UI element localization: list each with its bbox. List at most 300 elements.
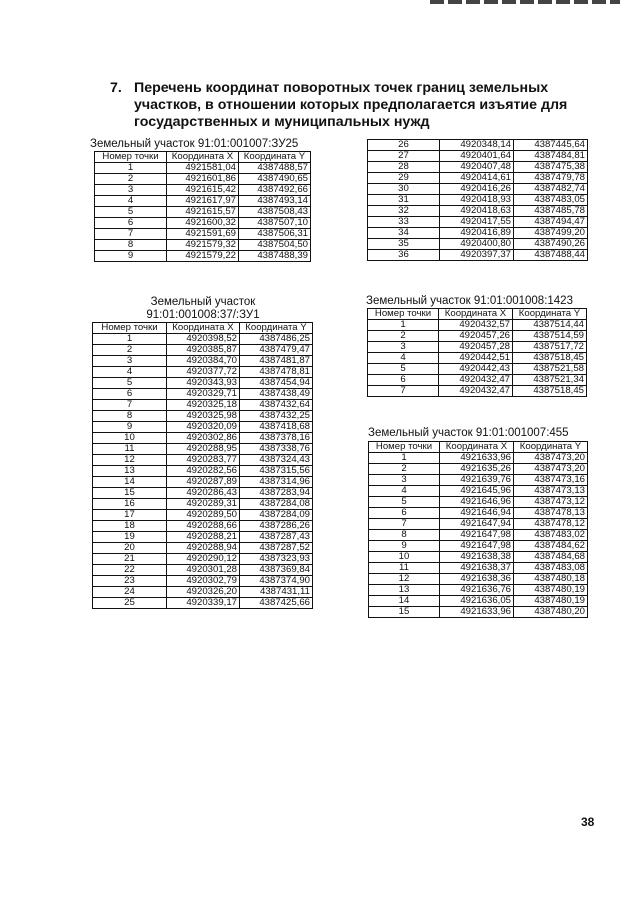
table-row (95, 229, 311, 240)
cell-point-number: 6 (369, 508, 440, 519)
cell-coord-y: 4387518,45 (513, 386, 587, 397)
cell-point-number: 12 (93, 455, 167, 466)
cell-coord-x: 4920457,28 (439, 342, 513, 353)
table-row (368, 239, 588, 250)
cell-coord-x: 4920432,47 (439, 386, 513, 397)
cell-coord-y: 4387479,47 (240, 345, 313, 356)
cell-coord-x: 4921581,04 (167, 163, 239, 174)
cell-coord-y: 4387479,78 (514, 173, 588, 184)
table-row (93, 356, 313, 367)
header-point-number: Номер точки (368, 309, 439, 320)
cell-point-number: 7 (95, 229, 167, 240)
cell-coord-x: 4921636,76 (440, 585, 514, 596)
cell-coord-y: 4387508,43 (239, 207, 311, 218)
cell-coord-x: 4921638,37 (440, 563, 514, 574)
cell-coord-x: 4920343,93 (167, 378, 240, 389)
cell-point-number: 28 (368, 162, 440, 173)
cell-point-number: 1 (95, 163, 167, 174)
table-row (368, 364, 587, 375)
table-row (369, 519, 588, 530)
table-row (368, 173, 588, 184)
table-row (368, 375, 587, 386)
cell-coord-y: 4387432,64 (240, 400, 313, 411)
cell-coord-x: 4920283,77 (167, 455, 240, 466)
section-number: 7. (110, 80, 122, 96)
cell-coord-x: 4920286,43 (167, 488, 240, 499)
header-coord-y: Координата Y (513, 309, 587, 320)
table-row (93, 411, 313, 422)
cell-point-number: 2 (369, 464, 440, 475)
cell-point-number: 33 (368, 217, 440, 228)
table-row (368, 217, 588, 228)
cell-coord-x: 4921633,96 (440, 453, 514, 464)
table-row (95, 174, 311, 185)
cell-coord-y: 4387418,68 (240, 422, 313, 433)
cell-coord-y: 4387493,14 (239, 196, 311, 207)
table-row (93, 367, 313, 378)
cell-coord-x: 4920302,79 (167, 576, 240, 587)
cell-point-number: 20 (93, 543, 167, 554)
cell-coord-y: 4387478,12 (514, 519, 588, 530)
cell-coord-x: 4920288,21 (167, 532, 240, 543)
cell-point-number: 5 (368, 364, 439, 375)
cell-coord-x: 4921639,76 (440, 475, 514, 486)
cell-point-number: 13 (93, 466, 167, 477)
cell-point-number: 14 (369, 596, 440, 607)
cell-coord-y: 4387484,81 (514, 151, 588, 162)
cell-coord-x: 4920301,28 (167, 565, 240, 576)
cell-coord-x: 4920289,50 (167, 510, 240, 521)
cell-coord-x: 4920287,89 (167, 477, 240, 488)
table-row (93, 433, 313, 444)
cell-point-number: 34 (368, 228, 440, 239)
cell-point-number: 10 (93, 433, 167, 444)
cell-coord-x: 4921579,32 (167, 240, 239, 251)
table-row (369, 508, 588, 519)
parcel-b-continuation-table (367, 139, 588, 261)
table-row (369, 563, 588, 574)
cell-coord-x: 4921646,94 (440, 508, 514, 519)
table-row (93, 444, 313, 455)
cell-coord-x: 4920432,57 (439, 320, 513, 331)
cell-coord-y: 4387484,62 (514, 541, 588, 552)
page-number: 38 (581, 815, 595, 829)
cell-point-number: 14 (93, 477, 167, 488)
cell-coord-y: 4387490,26 (514, 239, 588, 250)
table-row (368, 140, 588, 151)
cell-coord-y: 4387482,74 (514, 184, 588, 195)
cell-coord-x: 4921647,98 (440, 541, 514, 552)
cell-point-number: 29 (368, 173, 440, 184)
cell-point-number: 10 (369, 552, 440, 563)
cell-coord-x: 4920416,26 (440, 184, 514, 195)
cell-coord-x: 4920288,94 (167, 543, 240, 554)
table-row (369, 464, 588, 475)
cell-coord-y: 4387483,08 (514, 563, 588, 574)
table-row (93, 576, 313, 587)
table-row (93, 389, 313, 400)
cell-point-number: 17 (93, 510, 167, 521)
cell-coord-y: 4387485,78 (514, 206, 588, 217)
table-row (95, 207, 311, 218)
cell-coord-x: 4920325,98 (167, 411, 240, 422)
cell-point-number: 2 (95, 174, 167, 185)
cell-coord-y: 4387506,31 (239, 229, 311, 240)
table-row (369, 552, 588, 563)
cell-coord-x: 4920348,14 (440, 140, 514, 151)
cell-coord-x: 4921633,96 (440, 607, 514, 618)
cell-point-number: 27 (368, 151, 440, 162)
cell-coord-x: 4920397,37 (440, 250, 514, 261)
cell-coord-y: 4387283,94 (240, 488, 313, 499)
cell-coord-y: 4387490,65 (239, 174, 311, 185)
table-row (93, 565, 313, 576)
table-row (93, 455, 313, 466)
cell-coord-y: 4387284,09 (240, 510, 313, 521)
cell-coord-y: 4387483,02 (514, 530, 588, 541)
cell-coord-x: 4920384,70 (167, 356, 240, 367)
table-row (369, 596, 588, 607)
cell-point-number: 7 (369, 519, 440, 530)
cell-coord-y: 4387369,84 (240, 565, 313, 576)
cell-coord-y: 4387478,13 (514, 508, 588, 519)
cell-coord-y: 4387483,05 (514, 195, 588, 206)
cell-point-number: 15 (369, 607, 440, 618)
cell-point-number: 15 (93, 488, 167, 499)
table-row (368, 206, 588, 217)
scan-top-line (430, 0, 620, 4)
cell-coord-x: 4921579,22 (167, 251, 239, 262)
parcel-c-caption: Земельный участок 91:01:001008:1423 (366, 295, 573, 307)
cell-coord-x: 4921645,96 (440, 486, 514, 497)
table-row (93, 477, 313, 488)
table-row (93, 554, 313, 565)
cell-coord-y: 4387473,16 (514, 475, 588, 486)
cell-point-number: 4 (368, 353, 439, 364)
cell-coord-y: 4387324,43 (240, 455, 313, 466)
cell-coord-x: 4920339,17 (167, 598, 240, 609)
cell-coord-y: 4387378,16 (240, 433, 313, 444)
cell-point-number: 3 (368, 342, 439, 353)
table-row (95, 163, 311, 174)
parcel-d-table (368, 441, 588, 618)
parcel-d-caption: Земельный участок 91:01:001007:455 (368, 427, 569, 439)
cell-point-number: 36 (368, 250, 440, 261)
cell-point-number: 18 (93, 521, 167, 532)
cell-coord-y: 4387475,38 (514, 162, 588, 173)
table-row (93, 598, 313, 609)
cell-point-number: 22 (93, 565, 167, 576)
cell-coord-x: 4921647,98 (440, 530, 514, 541)
cell-coord-y: 4387454,94 (240, 378, 313, 389)
cell-point-number: 8 (369, 530, 440, 541)
cell-coord-x: 4920329,71 (167, 389, 240, 400)
parcel-d-block (368, 427, 588, 618)
cell-coord-y: 4387284,08 (240, 499, 313, 510)
cell-point-number: 30 (368, 184, 440, 195)
cell-point-number: 31 (368, 195, 440, 206)
header-coord-x: Координата X (167, 152, 239, 163)
table-row (368, 151, 588, 162)
cell-coord-y: 4387314,96 (240, 477, 313, 488)
table-row (368, 331, 587, 342)
cell-coord-y: 4387445,64 (514, 140, 588, 151)
cell-coord-x: 4921636,05 (440, 596, 514, 607)
cell-coord-x: 4921635,26 (440, 464, 514, 475)
table-row (95, 218, 311, 229)
cell-coord-y: 4387521,58 (513, 364, 587, 375)
cell-point-number: 3 (369, 475, 440, 486)
cell-point-number: 9 (369, 541, 440, 552)
cell-point-number: 1 (368, 320, 439, 331)
table-row (93, 400, 313, 411)
cell-coord-x: 4921617,97 (167, 196, 239, 207)
cell-coord-y: 4387438,49 (240, 389, 313, 400)
cell-point-number: 35 (368, 239, 440, 250)
table-row (93, 499, 313, 510)
cell-point-number: 21 (93, 554, 167, 565)
table-row (369, 585, 588, 596)
cell-coord-y: 4387315,56 (240, 466, 313, 477)
cell-coord-x: 4920320,09 (167, 422, 240, 433)
cell-coord-y: 4387514,44 (513, 320, 587, 331)
table-row (93, 521, 313, 532)
cell-coord-y: 4387504,50 (239, 240, 311, 251)
cell-point-number: 13 (369, 585, 440, 596)
cell-coord-y: 4387323,93 (240, 554, 313, 565)
cell-coord-y: 4387486,25 (240, 334, 313, 345)
cell-point-number: 3 (93, 356, 167, 367)
table-row (369, 530, 588, 541)
table-row (93, 587, 313, 598)
cell-point-number: 32 (368, 206, 440, 217)
cell-coord-x: 4920398,52 (167, 334, 240, 345)
table-row (368, 250, 588, 261)
cell-coord-y: 4387488,39 (239, 251, 311, 262)
cell-point-number: 1 (369, 453, 440, 464)
table-row (369, 453, 588, 464)
header-point-number: Номер точки (95, 152, 167, 163)
cell-point-number: 16 (93, 499, 167, 510)
cell-coord-y: 4387431,11 (240, 587, 313, 598)
cell-coord-y: 4387492,66 (239, 185, 311, 196)
cell-coord-y: 4387287,43 (240, 532, 313, 543)
header-coord-y: Координата Y (514, 442, 588, 453)
cell-point-number: 2 (368, 331, 439, 342)
table-row (93, 488, 313, 499)
cell-coord-x: 4921638,36 (440, 574, 514, 585)
cell-point-number: 6 (95, 218, 167, 229)
cell-point-number: 19 (93, 532, 167, 543)
cell-coord-y: 4387484,68 (514, 552, 588, 563)
table-row (368, 320, 587, 331)
cell-coord-y: 4387478,81 (240, 367, 313, 378)
table-row (93, 543, 313, 554)
cell-point-number: 24 (93, 587, 167, 598)
cell-coord-x: 4920401,64 (440, 151, 514, 162)
cell-point-number: 12 (369, 574, 440, 585)
section-heading (110, 80, 580, 131)
cell-coord-y: 4387494,47 (514, 217, 588, 228)
table-row (369, 475, 588, 486)
table-row (368, 353, 587, 364)
cell-coord-x: 4920288,95 (167, 444, 240, 455)
table-row (93, 532, 313, 543)
parcel-a-block (90, 138, 311, 262)
table-row (93, 334, 313, 345)
cell-coord-x: 4920432,47 (439, 375, 513, 386)
cell-coord-x: 4920442,51 (439, 353, 513, 364)
table-row (368, 228, 588, 239)
cell-point-number: 9 (95, 251, 167, 262)
table-row (95, 185, 311, 196)
table-row (93, 422, 313, 433)
cell-coord-y: 4387517,72 (513, 342, 587, 353)
cell-point-number: 5 (95, 207, 167, 218)
cell-coord-x: 4920418,93 (440, 195, 514, 206)
cell-point-number: 11 (93, 444, 167, 455)
cell-coord-y: 4387374,90 (240, 576, 313, 587)
table-row (368, 184, 588, 195)
table-row (93, 510, 313, 521)
cell-coord-x: 4920414,61 (440, 173, 514, 184)
cell-coord-x: 4921601,86 (167, 174, 239, 185)
cell-point-number: 7 (93, 400, 167, 411)
table-row (95, 251, 311, 262)
cell-point-number: 6 (93, 389, 167, 400)
cell-point-number: 5 (369, 497, 440, 508)
cell-coord-x: 4920407,48 (440, 162, 514, 173)
cell-point-number: 11 (369, 563, 440, 574)
cell-coord-x: 4921638,38 (440, 552, 514, 563)
parcel-c-block (366, 295, 587, 397)
table-row (369, 486, 588, 497)
cell-coord-x: 4921615,57 (167, 207, 239, 218)
header-coord-x: Координата X (167, 323, 240, 334)
cell-point-number: 25 (93, 598, 167, 609)
cell-coord-y: 4387514,59 (513, 331, 587, 342)
cell-point-number: 8 (95, 240, 167, 251)
cell-coord-x: 4920290,12 (167, 554, 240, 565)
cell-point-number: 4 (93, 367, 167, 378)
cell-coord-x: 4920377,72 (167, 367, 240, 378)
cell-coord-x: 4920288,66 (167, 521, 240, 532)
table-row (368, 162, 588, 173)
cell-coord-x: 4920325,18 (167, 400, 240, 411)
parcel-a-caption: Земельный участок 91:01:001007:ЗУ25 (90, 138, 299, 150)
cell-coord-y: 4387473,12 (514, 497, 588, 508)
table-row (93, 378, 313, 389)
cell-coord-x: 4920289,31 (167, 499, 240, 510)
header-point-number: Номер точки (93, 323, 167, 334)
parcel-c-table (367, 308, 587, 397)
cell-point-number: 23 (93, 576, 167, 587)
parcel-b-continuation-block (367, 139, 588, 261)
cell-coord-x: 4921647,94 (440, 519, 514, 530)
cell-coord-x: 4921615,42 (167, 185, 239, 196)
cell-point-number: 5 (93, 378, 167, 389)
cell-coord-y: 4387518,45 (513, 353, 587, 364)
section-title: Перечень координат поворотных точек границ земельных участков, в отношении которых предполагается изъятие для государственных и муниципальных нужд (134, 80, 568, 130)
cell-coord-x: 4921591,69 (167, 229, 239, 240)
table-row (368, 386, 587, 397)
parcel-b-block (92, 296, 314, 609)
header-point-number: Номер точки (369, 442, 440, 453)
cell-coord-x: 4920400,80 (440, 239, 514, 250)
cell-coord-y: 4387473,20 (514, 453, 588, 464)
cell-point-number: 9 (93, 422, 167, 433)
cell-coord-x: 4920417,55 (440, 217, 514, 228)
cell-coord-y: 4387488,57 (239, 163, 311, 174)
cell-coord-y: 4387287,52 (240, 543, 313, 554)
header-coord-x: Координата X (439, 309, 513, 320)
table-row (369, 497, 588, 508)
table-row (369, 541, 588, 552)
header-coord-x: Координата X (440, 442, 514, 453)
table-row (368, 342, 587, 353)
cell-coord-x: 4920385,87 (167, 345, 240, 356)
table-row (369, 574, 588, 585)
cell-point-number: 4 (369, 486, 440, 497)
table-row (93, 345, 313, 356)
header-coord-y: Координата Y (240, 323, 313, 334)
cell-coord-y: 4387338,76 (240, 444, 313, 455)
cell-coord-y: 4387480,18 (514, 574, 588, 585)
cell-point-number: 1 (93, 334, 167, 345)
cell-coord-y: 4387521,34 (513, 375, 587, 386)
cell-coord-y: 4387480,20 (514, 607, 588, 618)
cell-coord-y: 4387488,44 (514, 250, 588, 261)
table-row (369, 607, 588, 618)
parcel-b-caption-line1: Земельный участок (150, 296, 256, 308)
cell-point-number: 7 (368, 386, 439, 397)
cell-point-number: 8 (93, 411, 167, 422)
cell-coord-y: 4387507,10 (239, 218, 311, 229)
cell-point-number: 3 (95, 185, 167, 196)
cell-coord-y: 4387481,87 (240, 356, 313, 367)
cell-coord-y: 4387425,66 (240, 598, 313, 609)
cell-coord-x: 4920442,43 (439, 364, 513, 375)
cell-coord-y: 4387473,13 (514, 486, 588, 497)
cell-coord-x: 4920302,86 (167, 433, 240, 444)
cell-point-number: 4 (95, 196, 167, 207)
cell-coord-y: 4387432,25 (240, 411, 313, 422)
cell-point-number: 6 (368, 375, 439, 386)
cell-coord-y: 4387473,20 (514, 464, 588, 475)
cell-coord-x: 4921646,96 (440, 497, 514, 508)
table-row (95, 240, 311, 251)
header-coord-y: Координата Y (239, 152, 311, 163)
cell-coord-x: 4921600,32 (167, 218, 239, 229)
table-row (95, 196, 311, 207)
parcel-a-table (94, 151, 311, 262)
parcel-b-table (92, 322, 313, 609)
table-row (368, 195, 588, 206)
cell-point-number: 26 (368, 140, 440, 151)
cell-coord-y: 4387480,19 (514, 596, 588, 607)
cell-coord-x: 4920457,26 (439, 331, 513, 342)
cell-coord-x: 4920418,63 (440, 206, 514, 217)
cell-point-number: 2 (93, 345, 167, 356)
parcel-b-caption-line2: 91:01:001008:37/:ЗУ1 (146, 309, 260, 321)
cell-coord-x: 4920282,56 (167, 466, 240, 477)
cell-coord-y: 4387499,20 (514, 228, 588, 239)
cell-coord-y: 4387480,19 (514, 585, 588, 596)
cell-coord-x: 4920326,20 (167, 587, 240, 598)
table-row (93, 466, 313, 477)
cell-coord-x: 4920416,89 (440, 228, 514, 239)
cell-coord-y: 4387286,26 (240, 521, 313, 532)
